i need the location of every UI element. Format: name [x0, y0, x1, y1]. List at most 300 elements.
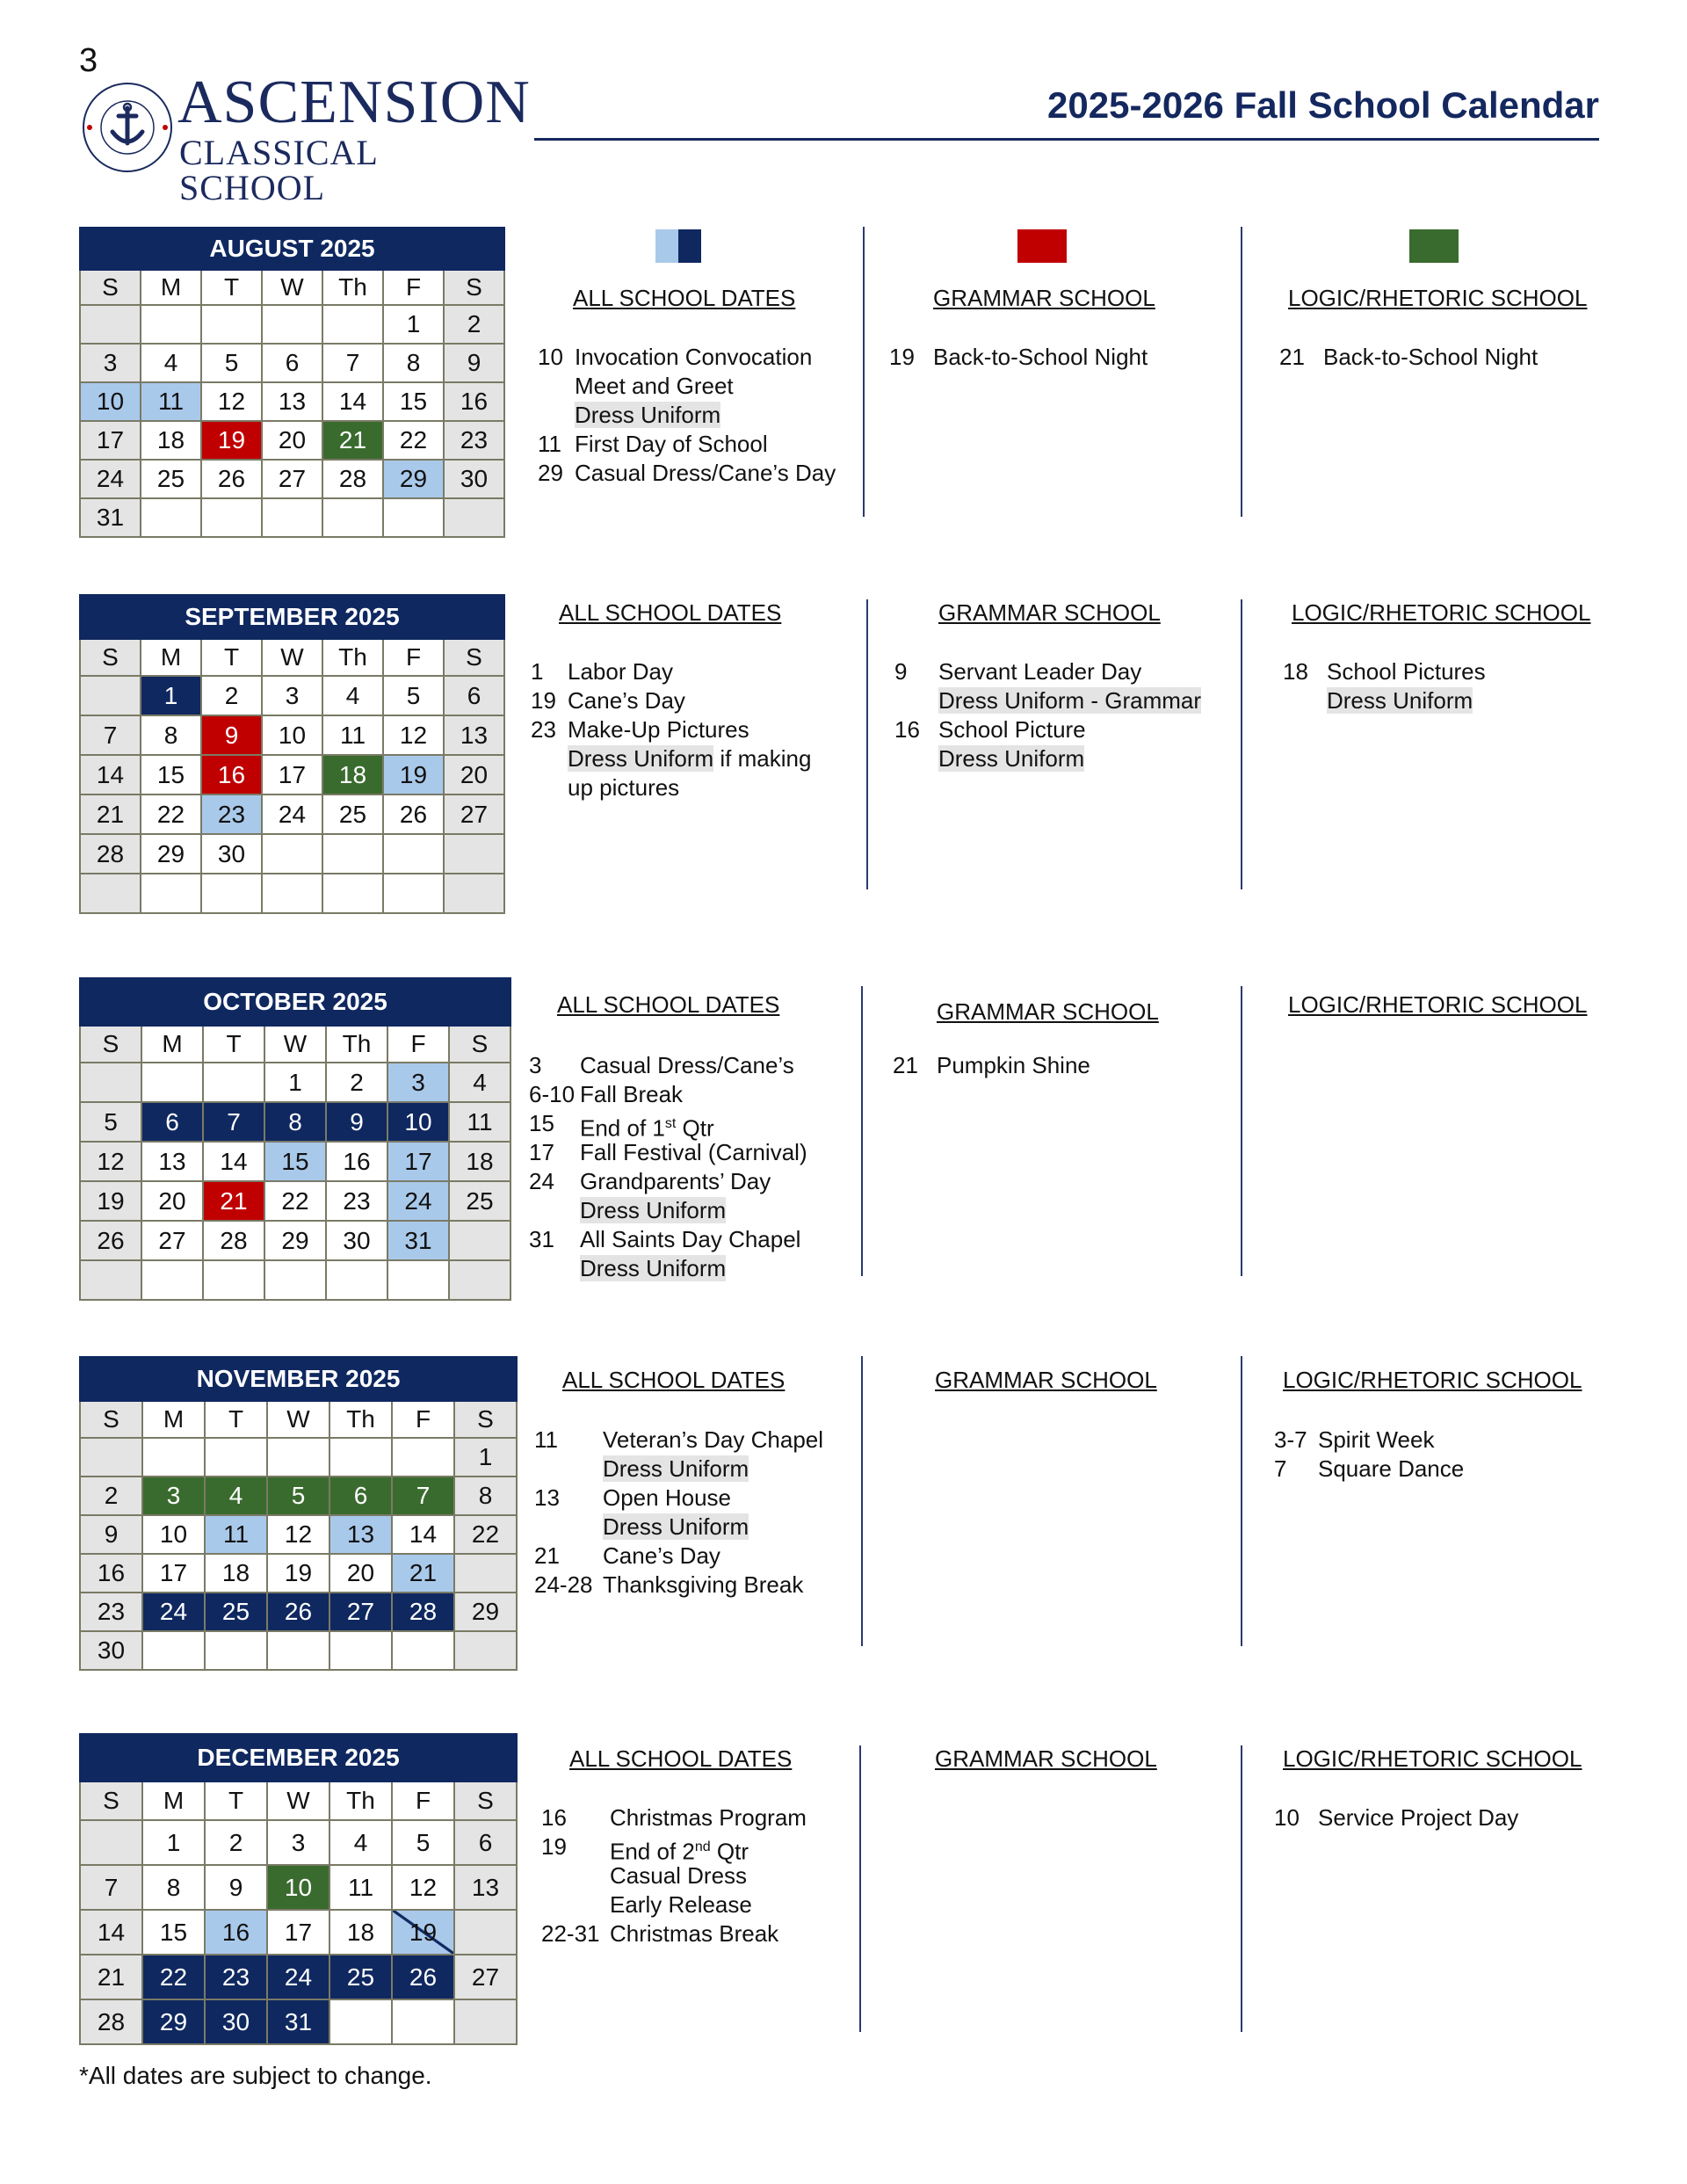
week-row — [80, 715, 504, 755]
day-cell: 30 — [80, 1631, 142, 1670]
day-cell: 3 — [387, 1063, 449, 1102]
weekday-label: S — [80, 1781, 142, 1820]
empty-day-cell — [201, 874, 262, 913]
grammar-school-header: GRAMMAR SCHOOL — [938, 599, 1161, 626]
day-cell: 21 — [392, 1554, 454, 1593]
day-cell: 25 — [449, 1181, 510, 1221]
event-text: Servant Leader Day — [938, 658, 1142, 685]
empty-day-cell — [80, 1438, 142, 1477]
event-date: 19 — [531, 687, 556, 714]
month-calendar — [79, 977, 511, 1301]
grammar-school-header: GRAMMAR SCHOOL — [933, 285, 1155, 311]
event-text: Christmas Break — [610, 1920, 779, 1947]
column-divider — [861, 986, 863, 1276]
event-text: Pumpkin Shine — [937, 1052, 1090, 1078]
day-cell: 5 — [383, 676, 444, 715]
event-text: Cane’s Day — [568, 687, 685, 714]
empty-day-cell — [383, 874, 444, 913]
empty-day-cell — [80, 1260, 141, 1300]
event-date: 29 — [538, 460, 563, 486]
day-cell: 27 — [262, 460, 322, 498]
day-cell: 31 — [387, 1221, 449, 1260]
day-cell: 27 — [141, 1221, 203, 1260]
event-text: Veteran’s Day Chapel — [603, 1426, 824, 1453]
day-cell: 26 — [392, 1955, 454, 1999]
empty-day-cell — [322, 498, 383, 537]
day-cell: 5 — [267, 1477, 329, 1515]
column-divider — [1241, 599, 1242, 889]
day-cell: 4 — [449, 1063, 510, 1102]
day-cell: 10 — [387, 1102, 449, 1142]
empty-day-cell — [322, 874, 383, 913]
ordinal-suffix: st — [664, 1116, 677, 1131]
day-cell: 7 — [80, 1865, 142, 1910]
day-cell: 29 — [454, 1593, 517, 1631]
day-cell: 18 — [322, 755, 383, 795]
day-cell: 19 — [383, 755, 444, 795]
week-row — [80, 874, 504, 913]
day-cell: 2 — [326, 1063, 387, 1102]
week-row — [80, 1554, 517, 1593]
month-calendar — [79, 594, 505, 914]
event-date: 16 — [894, 716, 920, 743]
event-text — [938, 744, 1084, 773]
day-cell: 23 — [201, 795, 262, 834]
event-text: Invocation Convocation — [575, 344, 813, 370]
empty-day-cell — [80, 676, 141, 715]
month-header-row — [80, 228, 504, 270]
weekday-label: F — [387, 1026, 449, 1063]
day-cell: 1 — [454, 1438, 517, 1477]
day-cell: 1 — [264, 1063, 326, 1102]
day-cell: 6 — [454, 1820, 517, 1865]
day-cell: 14 — [392, 1515, 454, 1554]
day-cell: 9 — [326, 1102, 387, 1142]
empty-day-cell — [454, 1631, 517, 1670]
day-cell: 11 — [449, 1102, 510, 1142]
day-cell: 29 — [142, 1999, 205, 2044]
event-text: School Picture — [938, 716, 1086, 743]
day-cell: 3 — [262, 676, 322, 715]
event-text: Back-to-School Night — [933, 344, 1148, 370]
empty-day-cell — [383, 834, 444, 874]
weekday-row — [80, 639, 504, 676]
event-date: 21 — [1279, 344, 1305, 370]
weekday-label: F — [392, 1401, 454, 1438]
day-cell: 10 — [142, 1515, 205, 1554]
day-cell: 15 — [264, 1142, 326, 1181]
page-title: 2025-2026 Fall School Calendar — [1047, 84, 1599, 126]
week-row — [80, 421, 504, 460]
day-cell: 9 — [201, 715, 262, 755]
event-date: 1 — [531, 658, 544, 685]
day-cell: 12 — [201, 382, 262, 421]
day-cell: 24 — [267, 1955, 329, 1999]
day-cell: 14 — [203, 1142, 264, 1181]
day-cell: 9 — [205, 1865, 267, 1910]
empty-day-cell — [329, 1999, 392, 2044]
day-cell: 30 — [444, 460, 504, 498]
day-cell: 1 — [383, 305, 444, 344]
day-cell: 6 — [262, 344, 322, 382]
logic-rhetoric-school-header: LOGIC/RHETORIC SCHOOL — [1283, 1745, 1582, 1772]
day-cell: 31 — [267, 1999, 329, 2044]
empty-day-cell — [329, 1631, 392, 1670]
day-cell: 12 — [80, 1142, 141, 1181]
day-cell: 24 — [142, 1593, 205, 1631]
week-row — [80, 1955, 517, 1999]
week-row — [80, 834, 504, 874]
event-date: 11 — [538, 431, 561, 457]
event-text: Service Project Day — [1318, 1804, 1519, 1831]
day-cell: 25 — [141, 460, 201, 498]
week-row — [80, 1865, 517, 1910]
logo-word-classical-school: CLASSICAL SCHOOL — [179, 133, 378, 207]
empty-day-cell — [141, 305, 201, 344]
empty-day-cell — [449, 1221, 510, 1260]
empty-day-cell — [322, 834, 383, 874]
event-date: 11 — [534, 1426, 558, 1453]
day-cell: 20 — [329, 1554, 392, 1593]
weekday-label: S — [80, 270, 141, 305]
weekday-label: Th — [329, 1781, 392, 1820]
event-date: 31 — [529, 1226, 554, 1252]
weekday-label: W — [267, 1401, 329, 1438]
event-text: All Saints Day Chapel — [580, 1226, 801, 1252]
day-cell: 24 — [387, 1181, 449, 1221]
day-cell: 1 — [142, 1820, 205, 1865]
weekday-row — [80, 270, 504, 305]
logic-rhetoric-legend-swatch — [1409, 229, 1459, 263]
all-school-legend-swatch-navy — [678, 229, 701, 263]
empty-day-cell — [141, 1063, 203, 1102]
day-cell: 2 — [80, 1477, 142, 1515]
empty-day-cell — [392, 1438, 454, 1477]
dress-code-highlight: Dress Uniform — [580, 1255, 727, 1281]
empty-day-cell — [392, 1631, 454, 1670]
day-cell: 30 — [205, 1999, 267, 2044]
dress-code-highlight: Dress Uniform — [568, 745, 714, 772]
event-date: 3-7 — [1274, 1426, 1307, 1453]
empty-day-cell — [262, 834, 322, 874]
anchor-seal-icon — [79, 79, 176, 176]
event-date: 21 — [893, 1052, 918, 1078]
day-cell: 30 — [326, 1221, 387, 1260]
day-cell: 13 — [329, 1515, 392, 1554]
day-cell: 23 — [444, 421, 504, 460]
week-row — [80, 305, 504, 344]
day-cell: 29 — [264, 1221, 326, 1260]
empty-day-cell — [444, 834, 504, 874]
event-text: Casual Dress/Cane’s — [580, 1052, 794, 1078]
column-divider — [1241, 1356, 1242, 1646]
event-text — [1327, 686, 1473, 715]
day-cell: 21 — [322, 421, 383, 460]
day-cell: 23 — [205, 1955, 267, 1999]
day-cell: 14 — [322, 382, 383, 421]
day-cell: 25 — [329, 1955, 392, 1999]
weekday-label: Th — [326, 1026, 387, 1063]
event-text: Meet and Greet — [575, 373, 734, 399]
weekday-label: M — [142, 1401, 205, 1438]
weekday-label: Th — [329, 1401, 392, 1438]
empty-day-cell — [392, 1999, 454, 2044]
day-cell: 3 — [80, 344, 141, 382]
event-date: 18 — [1283, 658, 1308, 685]
event-text — [575, 401, 720, 430]
dress-code-highlight: Dress Uniform — [580, 1197, 727, 1223]
weekday-label: T — [201, 639, 262, 676]
weekday-label: M — [141, 1026, 203, 1063]
day-cell: 4 — [329, 1820, 392, 1865]
day-cell: 9 — [80, 1515, 142, 1554]
weekday-label: Th — [322, 639, 383, 676]
day-cell: 13 — [454, 1865, 517, 1910]
footnote: *All dates are subject to change. — [79, 2062, 432, 2089]
event-date: 6-10 — [529, 1081, 576, 1107]
logic-rhetoric-school-header: LOGIC/RHETORIC SCHOOL — [1283, 1367, 1582, 1393]
day-cell: 8 — [142, 1865, 205, 1910]
day-cell: 11 — [329, 1865, 392, 1910]
empty-day-cell — [142, 1631, 205, 1670]
title-divider — [534, 138, 1599, 141]
day-cell: 13 — [444, 715, 504, 755]
event-date: 13 — [534, 1484, 560, 1511]
day-cell: 3 — [267, 1820, 329, 1865]
day-cell: 17 — [142, 1554, 205, 1593]
day-cell: 14 — [80, 755, 141, 795]
week-row — [80, 676, 504, 715]
day-cell: 28 — [80, 1999, 142, 2044]
week-row — [80, 1999, 517, 2044]
day-cell: 8 — [383, 344, 444, 382]
weekday-label: S — [444, 639, 504, 676]
empty-day-cell — [201, 498, 262, 537]
week-row — [80, 755, 504, 795]
day-cell: 13 — [262, 382, 322, 421]
empty-day-cell — [454, 1999, 517, 2044]
day-cell: 7 — [203, 1102, 264, 1142]
week-row — [80, 344, 504, 382]
empty-day-cell — [454, 1554, 517, 1593]
day-cell: 12 — [383, 715, 444, 755]
day-cell: 17 — [80, 421, 141, 460]
day-cell: 24 — [262, 795, 322, 834]
event-date: 3 — [529, 1052, 542, 1078]
event-date: 16 — [541, 1804, 567, 1831]
week-row — [80, 1438, 517, 1477]
event-text: End of 2nd Qtr — [610, 1838, 749, 1865]
week-row — [80, 1631, 517, 1670]
empty-day-cell — [141, 498, 201, 537]
week-row — [80, 1142, 510, 1181]
empty-day-cell — [326, 1260, 387, 1300]
weekday-row — [80, 1401, 517, 1438]
day-cell: 18 — [141, 421, 201, 460]
empty-day-cell — [387, 1260, 449, 1300]
month-name: DECEMBER 2025 — [80, 1734, 517, 1781]
event-text: up pictures — [568, 774, 680, 801]
event-text — [580, 1196, 726, 1225]
weekday-label: F — [383, 639, 444, 676]
day-cell: 10 — [267, 1865, 329, 1910]
event-date: 21 — [534, 1542, 560, 1569]
month-calendar — [79, 227, 505, 538]
weekday-label: S — [449, 1026, 510, 1063]
week-row — [80, 1477, 517, 1515]
week-row — [80, 1820, 517, 1865]
weekday-label: W — [264, 1026, 326, 1063]
day-cell: 16 — [326, 1142, 387, 1181]
event-date: 24-28 — [534, 1571, 593, 1598]
event-text — [580, 1254, 726, 1283]
all-school-dates-header: ALL SCHOOL DATES — [557, 991, 780, 1018]
week-row — [80, 1102, 510, 1142]
empty-day-cell — [444, 874, 504, 913]
day-cell: 5 — [201, 344, 262, 382]
dress-code-highlight: Dress Uniform — [603, 1455, 749, 1482]
dress-code-highlight: Dress Uniform — [1327, 687, 1473, 714]
day-cell: 27 — [329, 1593, 392, 1631]
day-cell: 12 — [267, 1515, 329, 1554]
event-date: 22-31 — [541, 1920, 600, 1947]
month-header-row — [80, 595, 504, 639]
event-text — [603, 1455, 749, 1484]
day-cell: 21 — [80, 1955, 142, 1999]
empty-day-cell — [262, 305, 322, 344]
day-cell: 17 — [262, 755, 322, 795]
event-text: Casual Dress — [610, 1862, 748, 1889]
all-school-dates-header: ALL SCHOOL DATES — [562, 1367, 786, 1393]
empty-day-cell — [203, 1260, 264, 1300]
day-cell: 12 — [392, 1865, 454, 1910]
day-cell: 22 — [142, 1955, 205, 1999]
day-cell: 22 — [264, 1181, 326, 1221]
day-cell: 22 — [383, 421, 444, 460]
empty-day-cell — [80, 1820, 142, 1865]
day-cell: 15 — [383, 382, 444, 421]
column-divider — [1241, 986, 1242, 1276]
day-cell: 26 — [201, 460, 262, 498]
weekday-label: W — [267, 1781, 329, 1820]
week-row — [80, 460, 504, 498]
day-cell: 2 — [201, 676, 262, 715]
day-cell: 23 — [326, 1181, 387, 1221]
day-cell: 7 — [80, 715, 141, 755]
column-divider — [859, 1745, 861, 2032]
event-text: Christmas Program — [610, 1804, 807, 1831]
day-cell: 17 — [387, 1142, 449, 1181]
empty-day-cell — [80, 1063, 141, 1102]
event-date: 9 — [894, 658, 908, 685]
event-text: Back-to-School Night — [1323, 344, 1539, 370]
weekday-label: T — [205, 1401, 267, 1438]
event-text: End of 1st Qtr — [580, 1114, 714, 1142]
month-name: OCTOBER 2025 — [80, 978, 510, 1026]
day-cell: 29 — [383, 460, 444, 498]
event-text — [603, 1513, 749, 1542]
day-cell: 28 — [392, 1593, 454, 1631]
day-cell: 2 — [444, 305, 504, 344]
weekday-label: F — [383, 270, 444, 305]
dress-code-highlight: Dress Uniform — [575, 402, 721, 428]
day-cell: 14 — [80, 1910, 142, 1955]
day-cell: 6 — [141, 1102, 203, 1142]
empty-day-cell — [454, 1910, 517, 1955]
event-date: 19 — [541, 1833, 567, 1860]
weekday-row — [80, 1026, 510, 1063]
grammar-school-header: GRAMMAR SCHOOL — [935, 1367, 1157, 1393]
event-text: Early Release — [610, 1891, 752, 1918]
day-cell: 25 — [205, 1593, 267, 1631]
dress-code-highlight: Dress Uniform — [938, 745, 1085, 772]
weekday-row — [80, 1781, 517, 1820]
event-text: Thanksgiving Break — [603, 1571, 804, 1598]
month-calendar — [79, 1733, 518, 2045]
empty-day-cell — [80, 874, 141, 913]
event-text: Open House — [603, 1484, 731, 1511]
grammar-legend-swatch — [1017, 229, 1067, 263]
weekday-label: S — [80, 1026, 141, 1063]
empty-day-cell — [262, 498, 322, 537]
weekday-label: S — [454, 1781, 517, 1820]
day-cell: 8 — [264, 1102, 326, 1142]
day-cell: 13 — [141, 1142, 203, 1181]
event-text: Dress Uniform if making — [568, 745, 812, 772]
event-date: 15 — [529, 1110, 554, 1136]
day-cell: 17 — [267, 1910, 329, 1955]
day-cell: 23 — [80, 1593, 142, 1631]
empty-day-cell — [267, 1631, 329, 1670]
day-cell: 20 — [444, 755, 504, 795]
day-cell: 8 — [454, 1477, 517, 1515]
day-cell: 4 — [205, 1477, 267, 1515]
day-cell: 18 — [329, 1910, 392, 1955]
weekday-label: S — [444, 270, 504, 305]
day-cell: 28 — [322, 460, 383, 498]
day-cell: 21 — [80, 795, 141, 834]
day-cell: 28 — [80, 834, 141, 874]
weekday-label: S — [454, 1401, 517, 1438]
empty-day-cell — [262, 874, 322, 913]
event-text — [938, 686, 1201, 715]
logic-rhetoric-school-header: LOGIC/RHETORIC SCHOOL — [1288, 991, 1588, 1018]
event-text: Labor Day — [568, 658, 673, 685]
week-row — [80, 795, 504, 834]
day-cell: 2 — [205, 1820, 267, 1865]
day-cell: 22 — [141, 795, 201, 834]
day-cell: 11 — [322, 715, 383, 755]
event-text: Square Dance — [1318, 1455, 1465, 1482]
month-header-row — [80, 1734, 517, 1781]
month-name: AUGUST 2025 — [80, 228, 504, 270]
day-cell: 24 — [80, 460, 141, 498]
day-cell: 20 — [141, 1181, 203, 1221]
day-cell: 26 — [80, 1221, 141, 1260]
event-date: 24 — [529, 1168, 554, 1194]
dress-code-highlight: Dress Uniform - Grammar — [938, 687, 1202, 714]
week-row — [80, 1593, 517, 1631]
day-cell: 7 — [392, 1477, 454, 1515]
week-row — [80, 1181, 510, 1221]
empty-day-cell — [329, 1438, 392, 1477]
empty-day-cell — [444, 498, 504, 537]
day-cell: 25 — [322, 795, 383, 834]
day-cell: 26 — [383, 795, 444, 834]
event-date: 23 — [531, 716, 556, 743]
weekday-label: W — [262, 270, 322, 305]
event-text: Cane’s Day — [603, 1542, 720, 1569]
